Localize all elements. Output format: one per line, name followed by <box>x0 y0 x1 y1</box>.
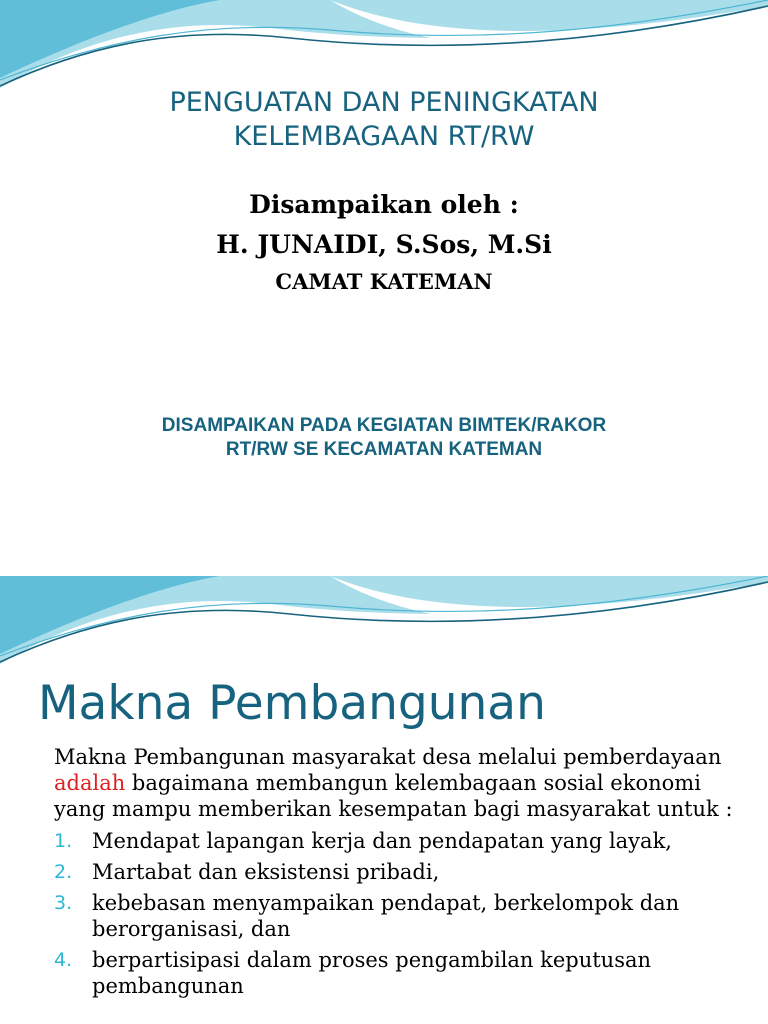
slide-body <box>54 744 744 1004</box>
list-number: 2. <box>54 861 73 883</box>
intro-text-2: bagaimana membangun kelembagaan sosial ekonomi yang mampu memberikan kesempatan bagi masyarakat untuk : <box>54 771 733 821</box>
list-item <box>54 890 744 942</box>
event-description <box>0 414 768 462</box>
presenter-name: H. JUNAIDI, S.Sos, M.Si <box>216 230 552 259</box>
title-line-2: KELEMBAGAAN RT/RW <box>233 121 535 152</box>
list-number: 1. <box>54 830 73 852</box>
content-slide <box>0 576 768 1024</box>
intro-highlight: adalah <box>54 771 126 795</box>
list-number: 4. <box>54 949 73 971</box>
title-line-1: PENGUATAN DAN PENINGKATAN <box>169 87 599 118</box>
list-text: kebebasan menyampaikan pendapat, berkelompok dan berorganisasi, dan <box>92 891 680 941</box>
list-item <box>54 859 744 885</box>
list-text: Mendapat lapangan kerja dan pendapatan yang layak, <box>92 829 672 853</box>
intro-paragraph <box>54 744 744 822</box>
event-line-2: RT/RW SE KECAMATAN KATEMAN <box>225 439 543 460</box>
presenter-role: CAMAT KATEMAN <box>275 269 493 294</box>
wave-decoration <box>0 576 768 686</box>
slide-title <box>0 86 768 154</box>
numbered-list <box>54 828 744 999</box>
slide-title: Makna Pembangunan <box>38 676 546 731</box>
list-item <box>54 947 744 999</box>
list-number: 3. <box>54 892 73 914</box>
list-text: Martabat dan eksistensi pribadi, <box>92 860 440 884</box>
event-line-1: DISAMPAIKAN PADA KEGIATAN BIMTEK/RAKOR <box>161 415 607 436</box>
intro-text-1: Makna Pembangunan masyarakat desa melalui pemberdayaan <box>54 745 722 769</box>
presented-by-label: Disampaikan oleh : <box>249 190 519 219</box>
list-item <box>54 828 744 854</box>
list-text: berpartisipasi dalam proses pengambilan keputusan pembangunan <box>92 948 652 998</box>
